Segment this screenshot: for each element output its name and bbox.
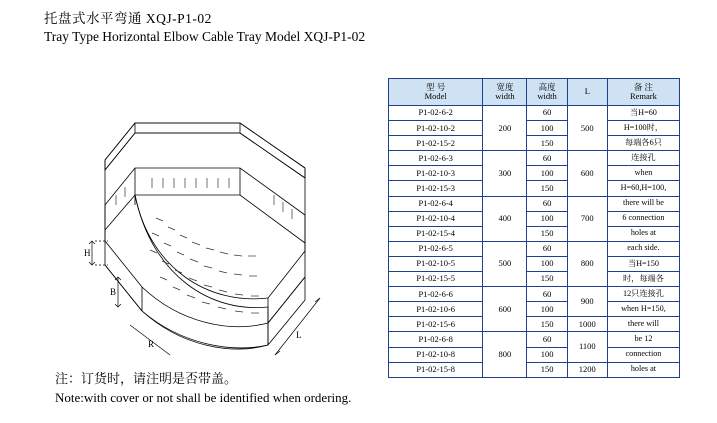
table-row — [389, 226, 680, 241]
table-row — [389, 151, 680, 166]
dimension-label-r: R — [148, 339, 155, 349]
dimension-label-h: H — [84, 248, 91, 258]
table-row — [389, 287, 680, 302]
dimension-l — [275, 298, 320, 355]
cell-l: 1100 — [567, 332, 607, 362]
technical-drawing — [30, 55, 380, 355]
header-l — [567, 79, 607, 106]
header-height — [527, 79, 567, 106]
cell-height: 60 — [527, 196, 567, 211]
cell-remark: 每端各6只 — [607, 136, 679, 151]
cell-model: P1-02-15-2 — [389, 136, 483, 151]
header-remark-cn: 备 注 — [633, 81, 654, 92]
cell-width: 800 — [483, 332, 527, 377]
cell-width: 200 — [483, 106, 527, 151]
cell-remark: H=100时， — [607, 121, 679, 136]
table-row — [389, 347, 680, 362]
cell-remark: holes at — [607, 362, 679, 377]
cell-model: P1-02-15-6 — [389, 317, 483, 332]
cell-model: P1-02-10-2 — [389, 121, 483, 136]
cell-remark: 当H=150 — [607, 256, 679, 271]
cell-remark: 6 connection — [607, 211, 679, 226]
cell-width: 600 — [483, 287, 527, 332]
table-row — [389, 317, 680, 332]
cell-width: 500 — [483, 241, 527, 286]
dimension-label-l: L — [296, 330, 302, 340]
cell-model: P1-02-10-3 — [389, 166, 483, 181]
header-height-cn: 高度 — [538, 81, 556, 92]
cell-model: P1-02-15-3 — [389, 181, 483, 196]
table-row — [389, 332, 680, 347]
header-model — [389, 79, 483, 106]
table-row — [389, 136, 680, 151]
cell-height: 100 — [527, 121, 567, 136]
cell-model: P1-02-6-3 — [389, 151, 483, 166]
cell-model: P1-02-15-4 — [389, 226, 483, 241]
header-model-en: Model — [424, 91, 447, 101]
header-width-en: width — [495, 91, 515, 101]
note-chinese: 注：订货时，请注明是否带盖。 — [55, 371, 238, 386]
cell-width: 400 — [483, 196, 527, 241]
cell-height: 150 — [527, 317, 567, 332]
cell-remark: 12只连接孔 — [607, 287, 679, 302]
note-english: Note:with cover or not shall be identified when ordering. — [55, 389, 352, 405]
cell-height: 100 — [527, 256, 567, 271]
cell-model: P1-02-6-6 — [389, 287, 483, 302]
spec-table-body — [389, 106, 680, 378]
table-row — [389, 196, 680, 211]
cell-remark: there will be — [607, 196, 679, 211]
table-row — [389, 362, 680, 377]
cell-height: 100 — [527, 347, 567, 362]
cell-model: P1-02-6-8 — [389, 332, 483, 347]
table-row — [389, 166, 680, 181]
cell-remark: when H=150, — [607, 302, 679, 317]
cell-remark: 当H=60 — [607, 106, 679, 121]
cell-remark: be 12 — [607, 332, 679, 347]
cell-height: 60 — [527, 332, 567, 347]
cell-height: 150 — [527, 226, 567, 241]
cell-height: 100 — [527, 302, 567, 317]
header-model-cn: 型 号 — [426, 81, 446, 92]
elbow-tray-isometric-drawing — [30, 55, 380, 360]
title-english: Tray Type Horizontal Elbow Cable Tray Model XQJ-P1-02 — [44, 29, 366, 45]
cell-height: 150 — [527, 181, 567, 196]
header-width-cn: 宽度 — [496, 81, 514, 92]
wall-perforations — [116, 178, 292, 219]
table-row — [389, 241, 680, 256]
cell-remark: each side. — [607, 241, 679, 256]
table-row — [389, 121, 680, 136]
cell-remark: 连接孔 — [607, 151, 679, 166]
cell-height: 60 — [527, 241, 567, 256]
cell-model: P1-02-10-6 — [389, 302, 483, 317]
cell-remark: 时，每端各 — [607, 272, 679, 287]
cell-model: P1-02-15-8 — [389, 362, 483, 377]
header-height-en: width — [537, 91, 557, 101]
cell-height: 150 — [527, 272, 567, 287]
header-remark — [607, 79, 679, 106]
table-row — [389, 302, 680, 317]
cell-l: 800 — [567, 241, 607, 286]
cell-l: 900 — [567, 287, 607, 317]
order-note — [55, 370, 351, 408]
cell-l: 1200 — [567, 362, 607, 377]
spec-table — [388, 78, 680, 378]
table-row — [389, 211, 680, 226]
cell-l: 500 — [567, 106, 607, 151]
cell-remark: H=60,H=100, — [607, 181, 679, 196]
cell-remark: there will — [607, 317, 679, 332]
cell-height: 60 — [527, 106, 567, 121]
cell-height: 150 — [527, 362, 567, 377]
cell-height: 100 — [527, 211, 567, 226]
cell-model: P1-02-10-5 — [389, 256, 483, 271]
cell-model: P1-02-6-2 — [389, 106, 483, 121]
spec-table-wrapper — [388, 78, 680, 378]
cell-remark: connection — [607, 347, 679, 362]
cell-width: 300 — [483, 151, 527, 196]
title-chinese: 托盘式水平弯通 XQJ-P1-02 — [44, 11, 212, 26]
cell-height: 60 — [527, 151, 567, 166]
cell-model: P1-02-15-5 — [389, 272, 483, 287]
cell-height: 150 — [527, 136, 567, 151]
header-width — [483, 79, 527, 106]
cell-l: 600 — [567, 151, 607, 196]
cell-l: 1000 — [567, 317, 607, 332]
cell-height: 100 — [527, 166, 567, 181]
cell-height: 60 — [527, 287, 567, 302]
header-remark-en: Remark — [629, 91, 657, 101]
table-row — [389, 106, 680, 121]
table-row — [389, 181, 680, 196]
header-l-cn: L — [584, 86, 590, 97]
dimension-label-b: B — [110, 287, 117, 297]
table-row — [389, 272, 680, 287]
cell-remark: holes at — [607, 226, 679, 241]
cell-remark: when — [607, 166, 679, 181]
cell-model: P1-02-6-5 — [389, 241, 483, 256]
title-block — [44, 10, 365, 46]
cell-model: P1-02-10-4 — [389, 211, 483, 226]
table-header-row — [389, 79, 680, 106]
cell-model: P1-02-10-8 — [389, 347, 483, 362]
cell-model: P1-02-6-4 — [389, 196, 483, 211]
table-row — [389, 256, 680, 271]
cell-l: 700 — [567, 196, 607, 241]
